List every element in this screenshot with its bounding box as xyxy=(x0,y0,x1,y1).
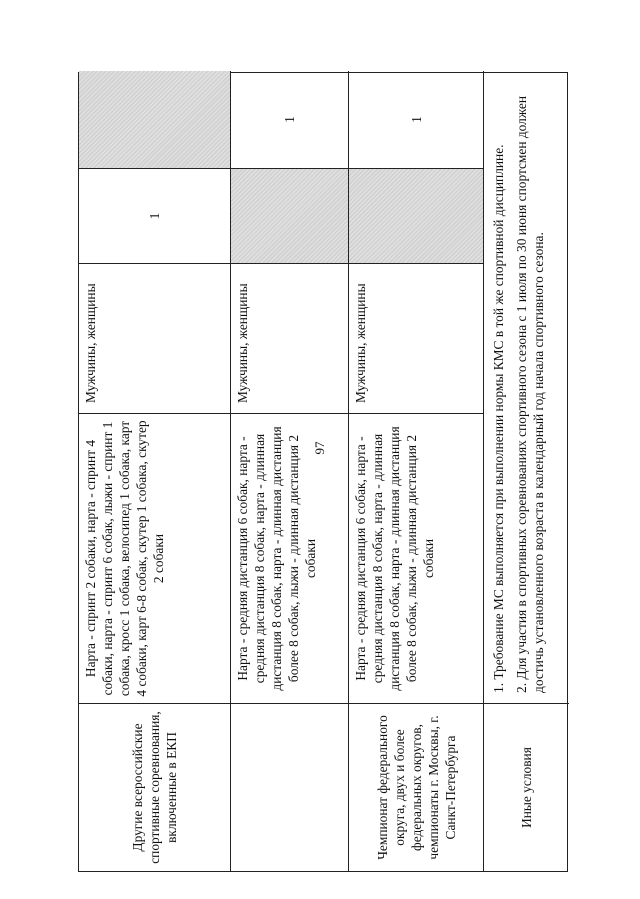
gender-cell: Мужчины, женщины xyxy=(79,263,230,413)
competition-name-cell: Чемпионат федерального округа, двух и более федеральных округов, чемпионаты г. Москвы, г. Санкт-Петербурга xyxy=(349,703,483,871)
rank-cell-ms: 1 xyxy=(408,116,424,123)
rank-cell-ms xyxy=(79,71,230,168)
competition-name-cell: Другие всероссийские спортивные соревнования, включенные в ЕКП xyxy=(79,703,230,871)
condition-item: 1. Требование МС выполняется при выполнении нормы КМС в той же спортивной дисциплине. xyxy=(491,144,506,693)
rank-cell-ms: 1 xyxy=(282,116,297,123)
table-row xyxy=(231,71,349,871)
rank-cell-kms xyxy=(349,168,483,263)
table-row xyxy=(79,71,231,871)
disciplines-cell: Нарта - средняя дистанция 6 собак, нарта - средняя дистанция 8 собак, нарта - длинная дистанция 8 собак, нарта - длинная дистанция более 8 собак, лыжи - длинная дистанция 2 собаки xyxy=(231,413,348,703)
rank-cell-kms: 1 xyxy=(79,168,230,263)
table-row xyxy=(349,71,484,871)
disciplines-cell: Нарта - средняя дистанция 6 собак, нарта - средняя дистанция 8 собак, нарта - длинная дистанция 8 собак, нарта - длинная дистанция более 8 собак, лыжи - длинная дистанция 2 собаки xyxy=(349,413,483,703)
condition-item: 2. Для участия в спортивных соревнованиях спортивного сезона с 1 июля по 30 июня спортсмен должен достичь установленного возраста в календарный год начала спортивного сезона. xyxy=(514,95,546,693)
gender-cell: Мужчины, женщины xyxy=(231,263,348,413)
gender-cell: Мужчины, женщины xyxy=(349,263,483,413)
other-conditions-row xyxy=(484,71,569,871)
rank-cell-kms xyxy=(231,168,348,263)
page-number: 97 xyxy=(312,441,327,455)
other-conditions-label: Иные условия xyxy=(484,703,569,871)
disciplines-cell: Нарта - спринт 2 собаки, нарта - спринт 4 собаки, нарта - спринт 6 собак, лыжи - спринт 1 собака, кросс 1 собака, велосипед 1 собака, карт 4 собаки, карт 6-8 собак, скутер 1 собака, скутер 2 собаки xyxy=(79,413,230,703)
rotated-page xyxy=(78,72,568,872)
other-conditions-text xyxy=(484,71,569,703)
competition-name-cell xyxy=(231,703,348,871)
norms-table xyxy=(78,72,568,872)
